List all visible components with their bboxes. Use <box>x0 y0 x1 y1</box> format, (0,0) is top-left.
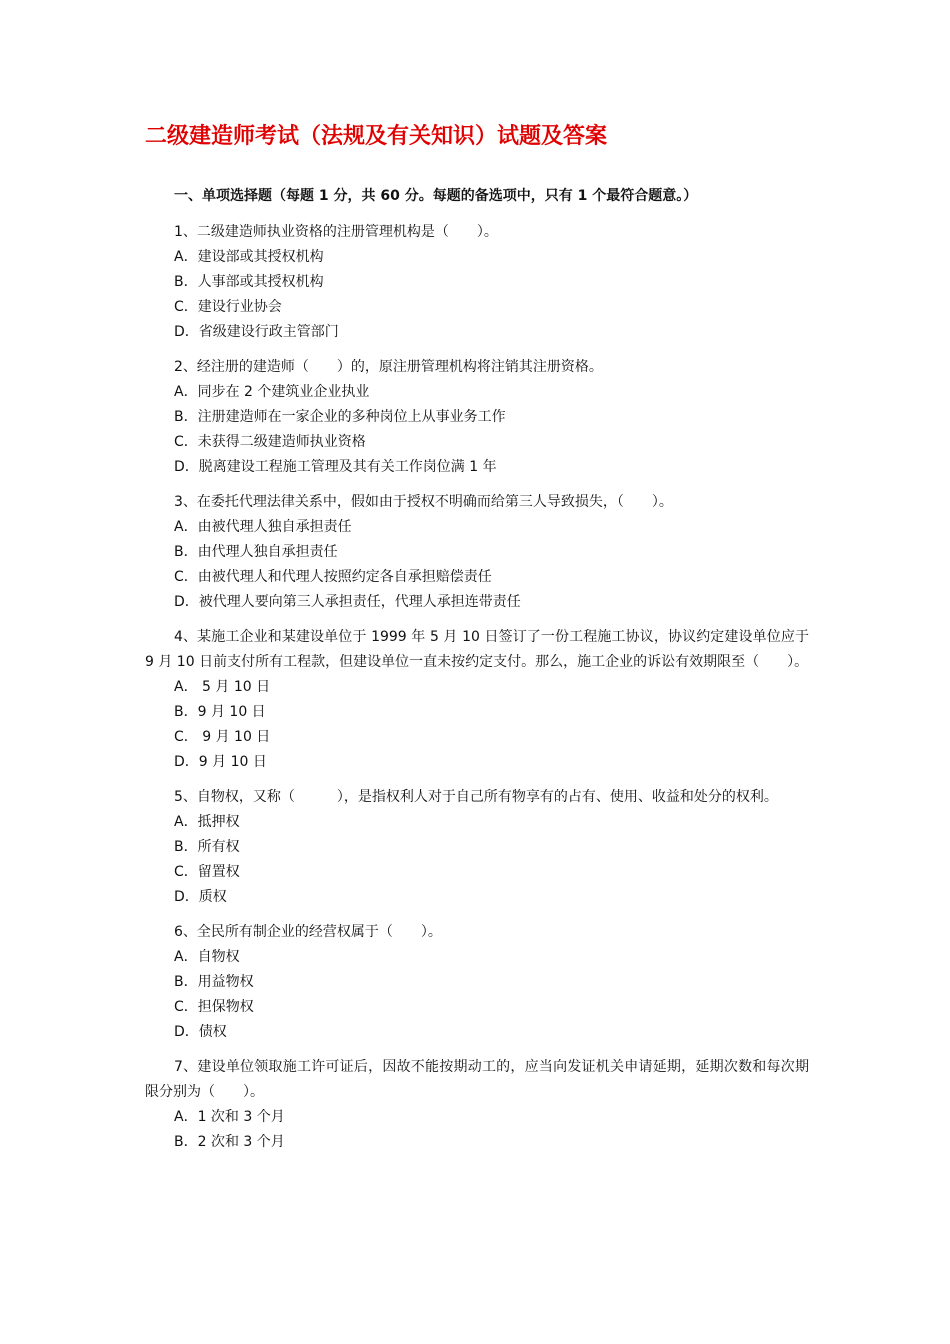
answer-option: A．自物权 <box>174 949 240 965</box>
answer-option: C．由被代理人和代理人按照约定各自承担赔偿责任 <box>174 569 492 585</box>
question-item <box>145 920 809 1045</box>
answer-option: A．抵押权 <box>174 814 240 830</box>
answer-option: C． 9 月 10 日 <box>174 729 271 745</box>
answer-option: C．留置权 <box>174 864 240 880</box>
section-heading: 一、单项选择题（每题 1 分，共 60 分。每题的备选项中，只有 1 个最符合题意。） <box>174 188 698 204</box>
document-title: 二级建造师考试（法规及有关知识）试题及答案 <box>145 124 608 149</box>
answer-option: B．用益物权 <box>174 974 254 990</box>
answer-option: D．省级建设行政主管部门 <box>174 324 339 340</box>
question-stem: 1、二级建造师执业资格的注册管理机构是（ ）。 <box>174 224 498 240</box>
question-stem: 6、全民所有制企业的经营权属于（ ）。 <box>174 924 442 940</box>
answer-option: D．脱离建设工程施工管理及其有关工作岗位满 1 年 <box>174 459 497 475</box>
answer-option: D．质权 <box>174 889 227 905</box>
answer-option: A．建设部或其授权机构 <box>174 249 324 265</box>
question-stem: 4、某施工企业和某建设单位于 1999 年 5 月 10 日签订了一份工程施工协议，协议约定建设单位应于 9 月 10 日前支付所有工程款，但建设单位一直未按约定支付。那么，施工企业的诉讼有效期限至（ ）。 <box>145 629 809 670</box>
question-item <box>145 355 809 480</box>
answer-option: D．9 月 10 日 <box>174 754 267 770</box>
question-item <box>145 785 809 910</box>
answer-option: B．2 次和 3 个月 <box>174 1134 285 1150</box>
answer-option: B．所有权 <box>174 839 240 855</box>
question-list <box>145 220 809 1165</box>
question-stem: 2、经注册的建造师（ ）的，原注册管理机构将注销其注册资格。 <box>174 359 603 375</box>
answer-option: A． 5 月 10 日 <box>174 679 271 695</box>
answer-option: A．1 次和 3 个月 <box>174 1109 285 1125</box>
question-item <box>145 1055 809 1155</box>
answer-option: C．未获得二级建造师执业资格 <box>174 434 366 450</box>
answer-option: B．人事部或其授权机构 <box>174 274 324 290</box>
answer-option: A．由被代理人独自承担责任 <box>174 519 352 535</box>
answer-option: C．建设行业协会 <box>174 299 282 315</box>
question-item <box>145 220 809 345</box>
answer-option: B．注册建造师在一家企业的多种岗位上从事业务工作 <box>174 409 506 425</box>
question-stem: 3、在委托代理法律关系中，假如由于授权不明确而给第三人导致损失，（ ）。 <box>174 494 673 510</box>
question-item <box>145 490 809 615</box>
answer-option: B．9 月 10 日 <box>174 704 266 720</box>
question-stem: 7、建设单位领取施工许可证后，因故不能按期动工的，应当向发证机关申请延期，延期次数和每次期限分别为（ ）。 <box>145 1059 809 1100</box>
answer-option: C．担保物权 <box>174 999 254 1015</box>
answer-option: D．被代理人要向第三人承担责任，代理人承担连带责任 <box>174 594 521 610</box>
question-item <box>145 625 809 775</box>
question-stem: 5、自物权，又称（ ），是指权利人对于自己所有物享有的占有、使用、收益和处分的权利。 <box>174 789 778 805</box>
answer-option: B．由代理人独自承担责任 <box>174 544 338 560</box>
answer-option: D．债权 <box>174 1024 227 1040</box>
answer-option: A．同步在 2 个建筑业企业执业 <box>174 384 370 400</box>
